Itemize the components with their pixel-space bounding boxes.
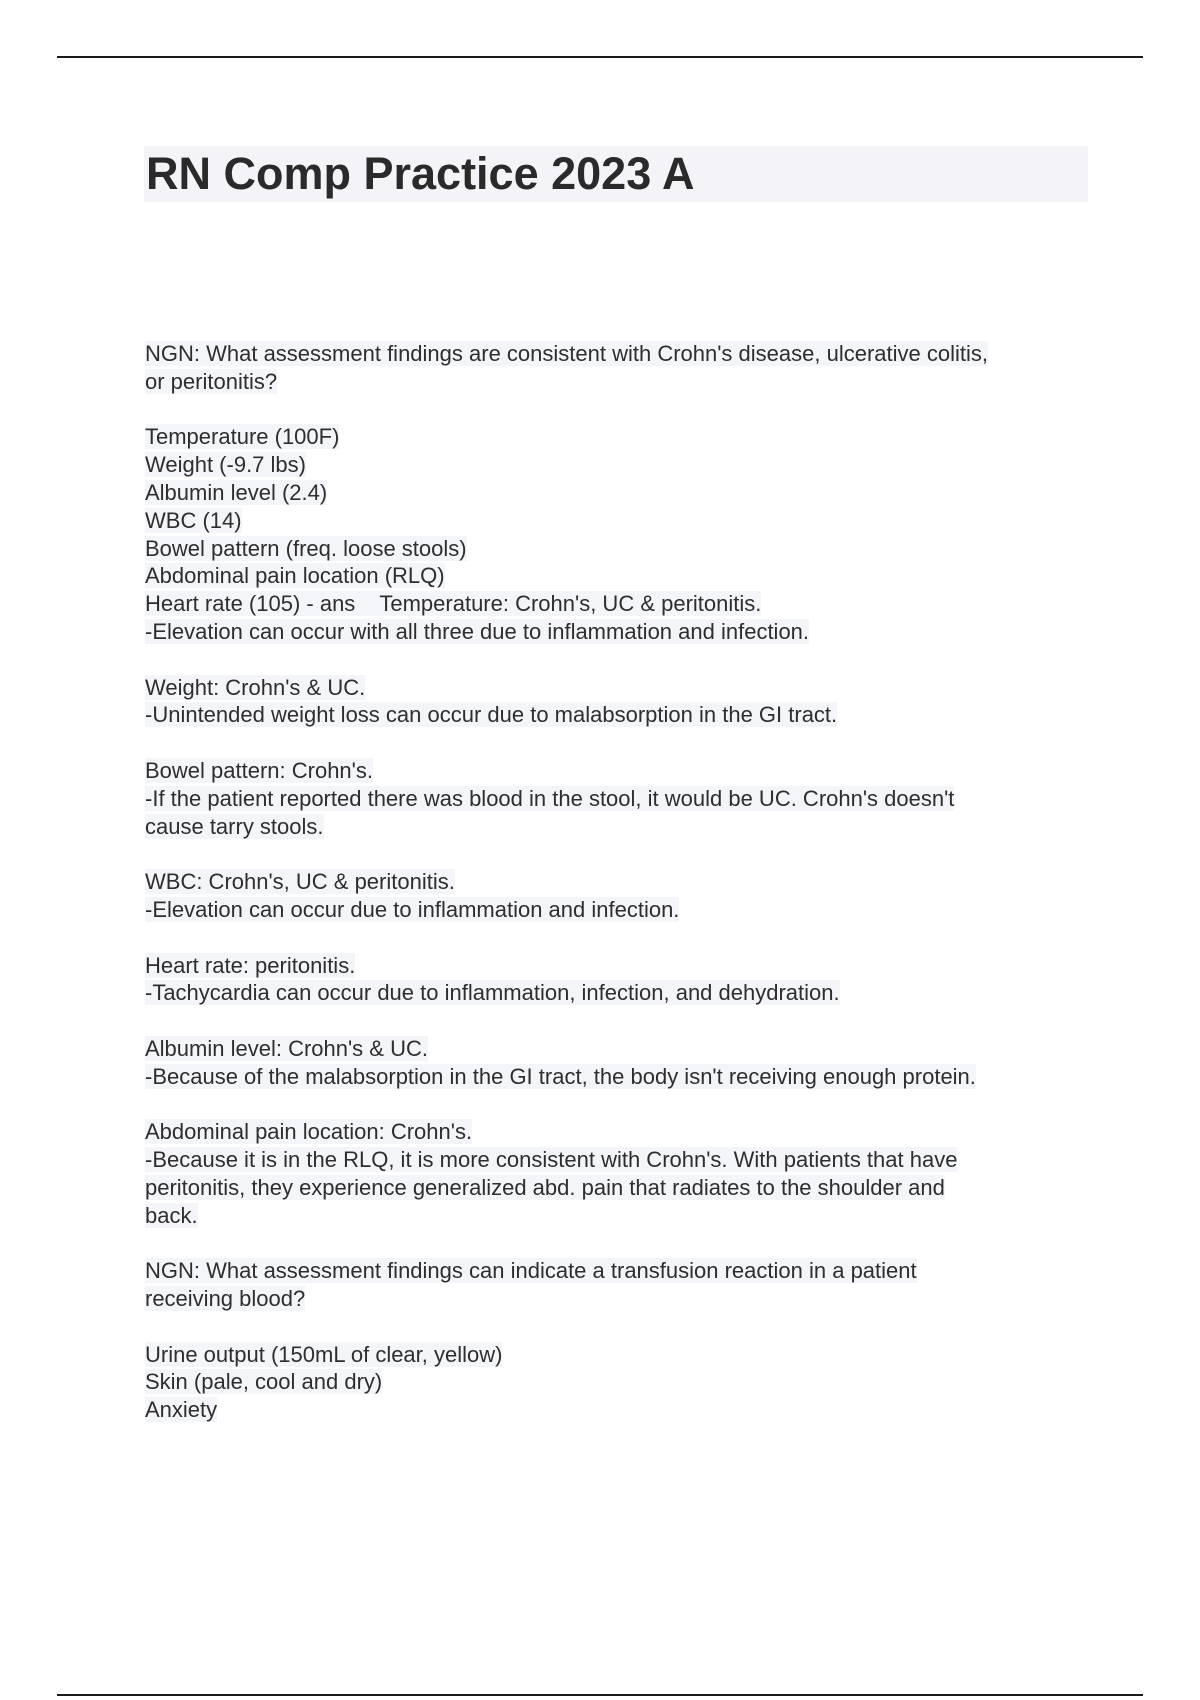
text-line	[145, 813, 1095, 841]
text-block	[145, 952, 1095, 1008]
text-block	[145, 757, 1095, 840]
text-line	[145, 868, 1095, 896]
text-line-content: WBC (14)	[145, 507, 242, 533]
text-line-content: Weight: Crohn's & UC.	[145, 674, 366, 700]
text-line	[145, 1257, 1095, 1285]
text-line-content: NGN: What assessment findings can indicate a transfusion reaction in a patient	[145, 1258, 917, 1284]
text-line	[145, 618, 1095, 646]
text-line-content: -If the patient reported there was blood in the stool, it would be UC. Crohn's doesn't	[145, 785, 955, 811]
text-line	[145, 785, 1095, 813]
text-line	[145, 562, 1095, 590]
text-line	[145, 1035, 1095, 1063]
text-line	[145, 979, 1095, 1007]
text-line-content: Weight (-9.7 lbs)	[145, 452, 306, 478]
text-line	[145, 1368, 1095, 1396]
text-line-content: Albumin level: Crohn's & UC.	[145, 1035, 428, 1061]
text-line	[145, 1341, 1095, 1369]
text-line-content: WBC: Crohn's, UC & peritonitis.	[145, 869, 455, 895]
text-block	[145, 868, 1095, 924]
page-title: RN Comp Practice 2023 A	[146, 148, 695, 199]
text-line-content: Heart rate (105) - ans Temperature: Crohn's, UC & peritonitis.	[145, 591, 762, 617]
text-line-content: Albumin level (2.4)	[145, 479, 328, 505]
text-line	[145, 535, 1095, 563]
text-line	[145, 368, 1095, 396]
text-line	[145, 674, 1095, 702]
text-line	[145, 1146, 1095, 1174]
text-line	[145, 340, 1095, 368]
text-line-content: Heart rate: peritonitis.	[145, 952, 356, 978]
text-line-content: -Elevation can occur due to inflammation and infection.	[145, 896, 680, 922]
text-line-content: or peritonitis?	[145, 368, 278, 394]
text-block	[145, 1035, 1095, 1091]
bottom-rule	[57, 1694, 1143, 1696]
text-line	[145, 1063, 1095, 1091]
document-body	[145, 340, 1095, 1452]
text-line	[145, 701, 1095, 729]
text-line-content: -Because of the malabsorption in the GI tract, the body isn't receiving enough protein.	[145, 1063, 976, 1089]
text-line	[145, 757, 1095, 785]
text-line	[145, 896, 1095, 924]
text-line	[145, 1118, 1095, 1146]
text-block	[145, 423, 1095, 645]
text-block	[145, 1118, 1095, 1229]
text-line-content: cause tarry stools.	[145, 813, 324, 839]
text-line-content: peritonitis, they experience generalized abd. pain that radiates to the shoulder and	[145, 1174, 945, 1200]
text-line-content: -Tachycardia can occur due to inflammation, infection, and dehydration.	[145, 980, 840, 1006]
text-line-content: -Elevation can occur with all three due to inflammation and infection.	[145, 618, 810, 644]
text-line-content: receiving blood?	[145, 1286, 306, 1312]
text-line	[145, 423, 1095, 451]
top-rule	[57, 56, 1143, 58]
text-line-content: Temperature (100F)	[145, 424, 340, 450]
text-line	[145, 590, 1095, 618]
text-line-content: Abdominal pain location (RLQ)	[145, 563, 445, 589]
text-line-content: Urine output (150mL of clear, yellow)	[145, 1341, 503, 1367]
text-block	[145, 340, 1095, 396]
text-line-content: -Unintended weight loss can occur due to malabsorption in the GI tract.	[145, 702, 838, 728]
text-line	[145, 952, 1095, 980]
text-block	[145, 1257, 1095, 1313]
text-line	[145, 451, 1095, 479]
text-line-content: Abdominal pain location: Crohn's.	[145, 1119, 473, 1145]
text-line-content: NGN: What assessment findings are consistent with Crohn's disease, ulcerative colitis,	[145, 341, 988, 366]
text-line-content: Bowel pattern: Crohn's.	[145, 757, 373, 783]
text-line	[145, 507, 1095, 535]
text-line-content: Skin (pale, cool and dry)	[145, 1369, 383, 1395]
text-line-content: Bowel pattern (freq. loose stools)	[145, 535, 467, 561]
text-line-content: back.	[145, 1202, 198, 1228]
text-line	[145, 1202, 1095, 1230]
text-block	[145, 674, 1095, 730]
text-line-content: Anxiety	[145, 1397, 218, 1423]
text-line	[145, 1174, 1095, 1202]
text-block	[145, 1341, 1095, 1424]
text-line	[145, 479, 1095, 507]
text-line	[145, 1396, 1095, 1424]
text-line	[145, 1285, 1095, 1313]
text-line-content: -Because it is in the RLQ, it is more consistent with Crohn's. With patients that have	[145, 1147, 958, 1173]
